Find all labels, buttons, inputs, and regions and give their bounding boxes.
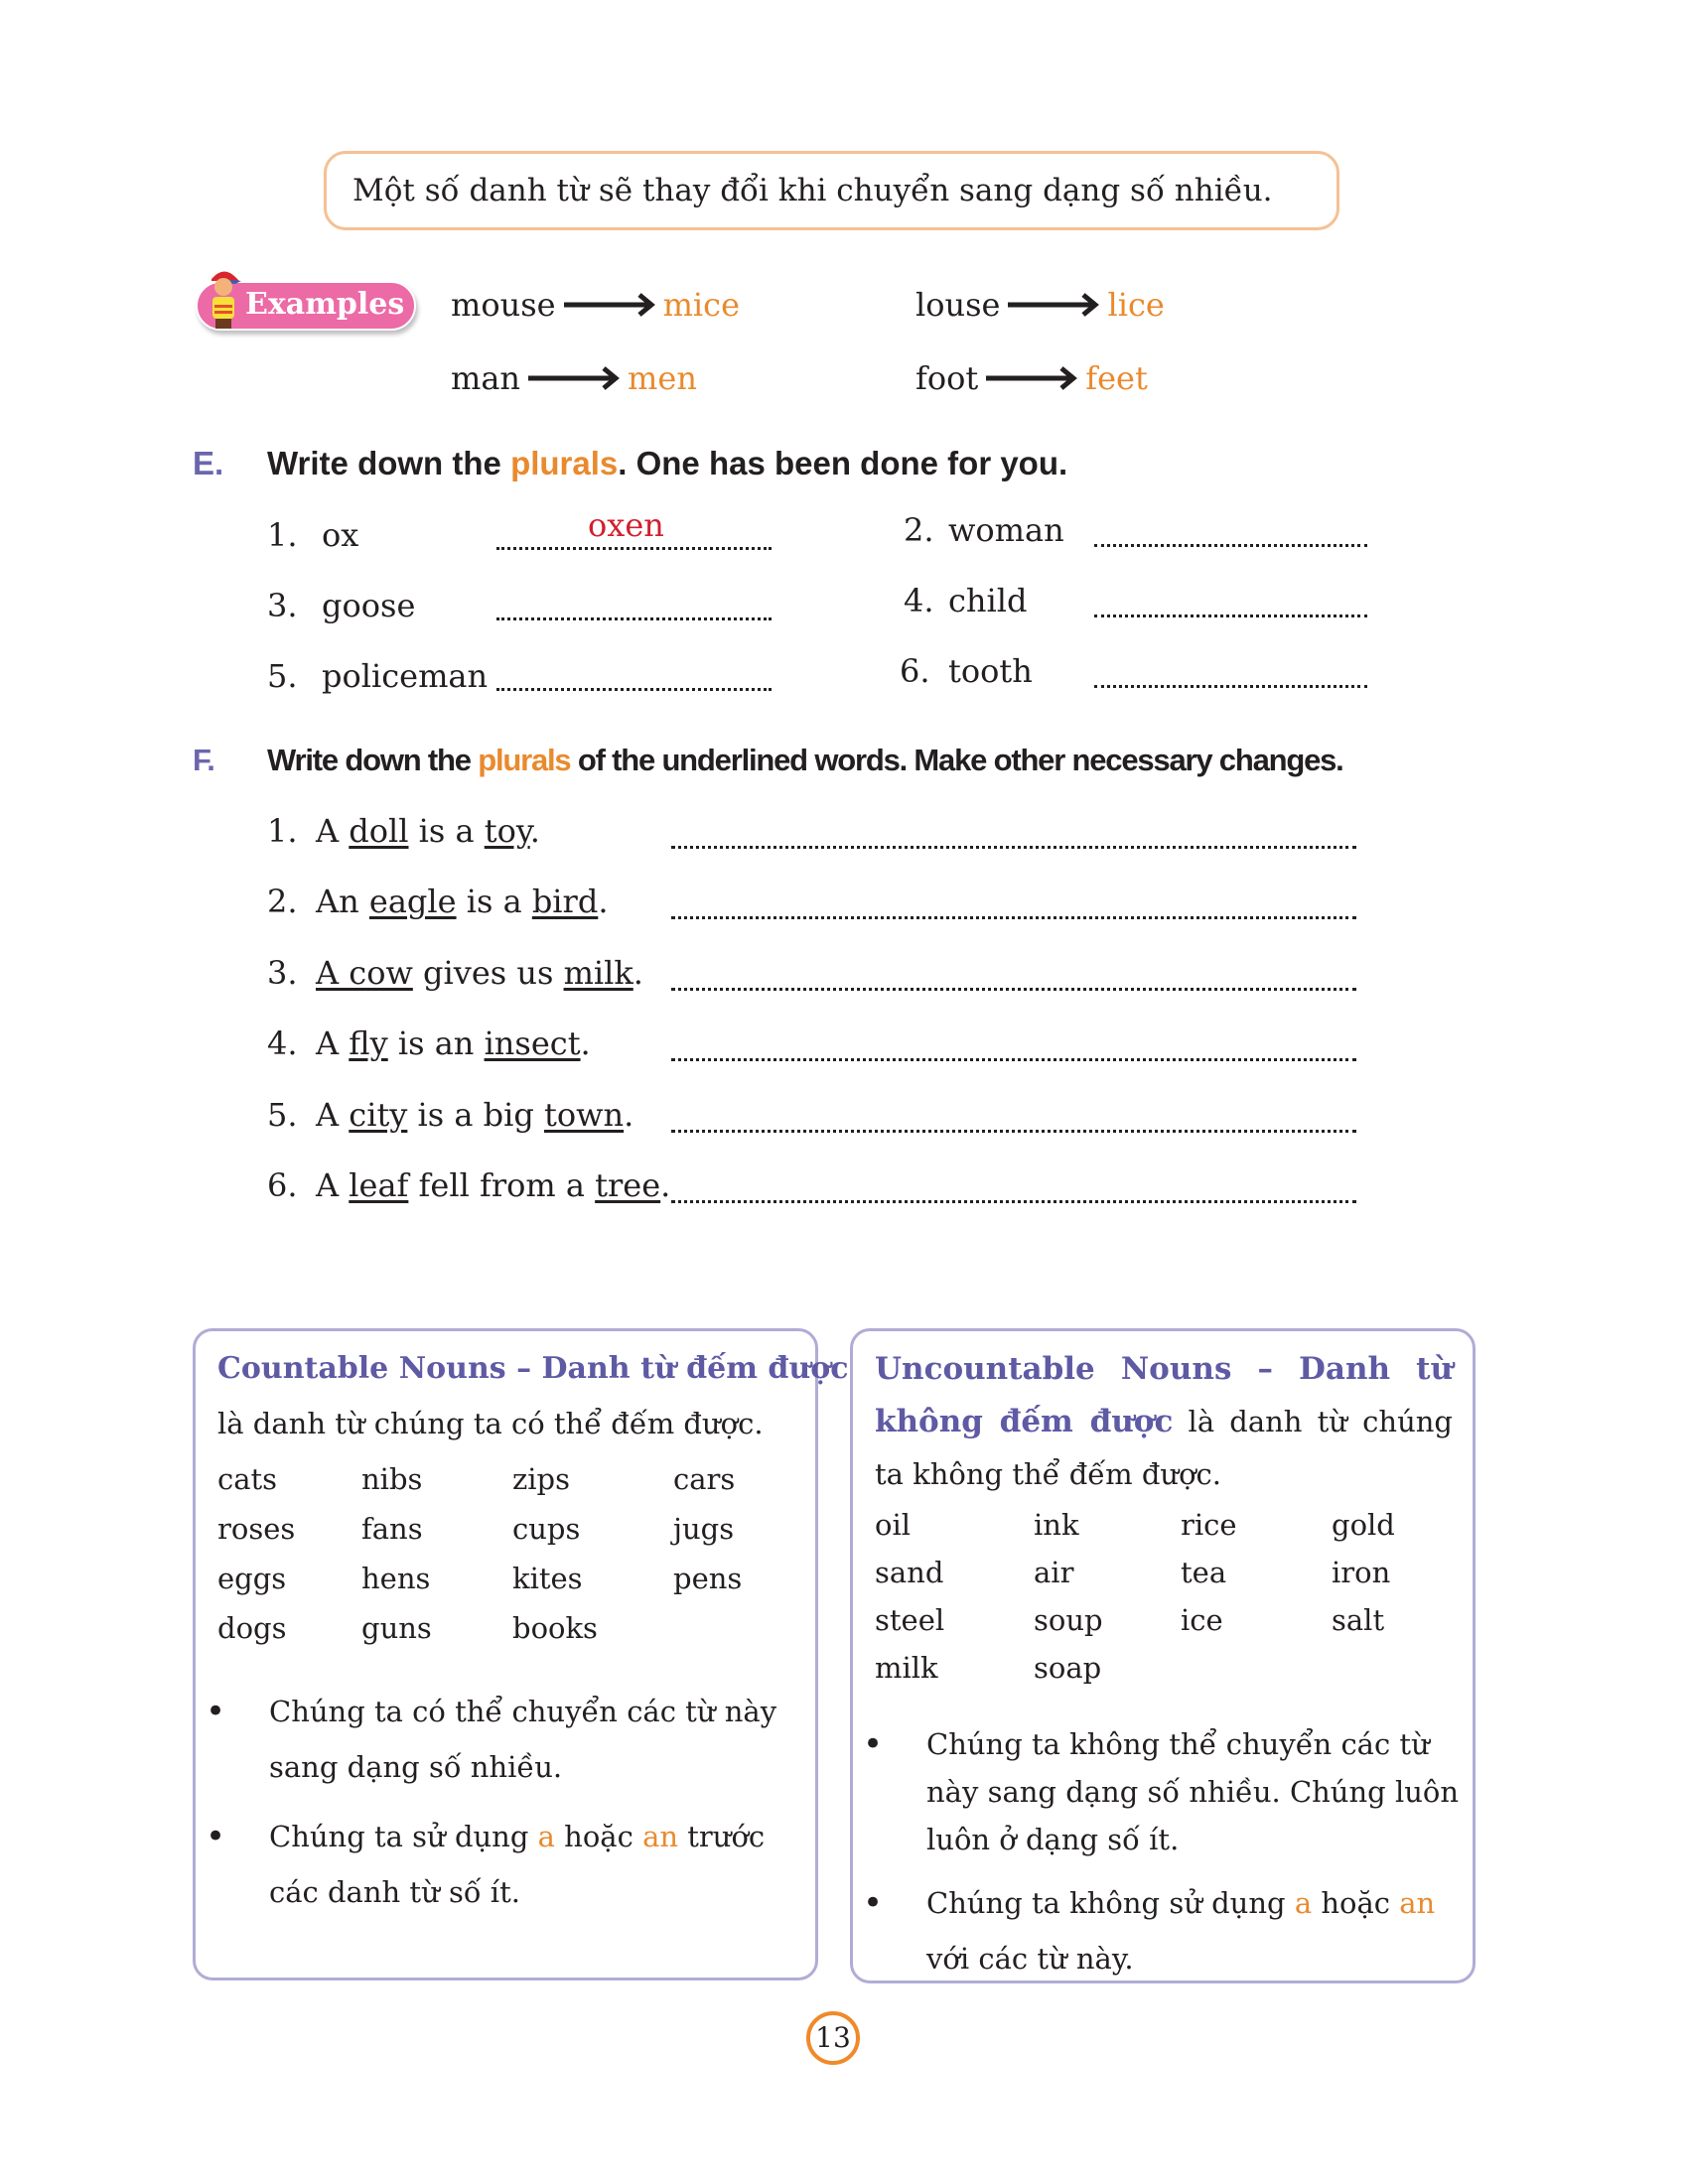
bullet-icon: • [206, 1692, 226, 1731]
example-pair [451, 359, 697, 397]
underlined-word: town [544, 1095, 625, 1134]
bullet-item [196, 1684, 801, 1795]
bullet-text: Chúng ta có thể chuyển các từ này sang dạng số nhiều. [269, 1695, 777, 1784]
item-number: 4. [904, 582, 934, 619]
sentence-text: is a big [407, 1095, 544, 1134]
noun-word [1332, 1651, 1441, 1689]
text: Chúng ta sử dụng [269, 1820, 538, 1853]
highlight: an [1399, 1886, 1436, 1920]
item-number: 2. [904, 511, 934, 549]
example-pair [451, 286, 740, 324]
exercise-letter: E. [193, 445, 224, 481]
item-number: 2. [267, 883, 298, 921]
sentence-text: An [316, 883, 369, 921]
noun-word [1181, 1651, 1332, 1689]
sentence-text: . [633, 953, 643, 992]
highlight: a [537, 1820, 555, 1853]
bullet-text: Chúng ta không thể chuyển các từ này sang dạng số nhiều. Chúng luôn luôn ở dạng số ít. [926, 1727, 1460, 1856]
underlined-word: insect [484, 1024, 581, 1063]
noun-word: rice [1181, 1508, 1237, 1542]
plural-word: mice [662, 286, 741, 324]
noun-word: nibs [361, 1462, 423, 1496]
noun-word: oil [875, 1508, 912, 1542]
noun-word: hens [361, 1562, 431, 1595]
noun-word: fans [361, 1512, 423, 1546]
noun-word: gold [1332, 1508, 1395, 1542]
exercise-item [267, 516, 298, 554]
sentence-text: . [580, 1024, 591, 1063]
item-number: 1. [267, 812, 298, 850]
sentence-text: A [316, 1095, 350, 1134]
example-pair [915, 359, 1148, 397]
highlight: an [642, 1820, 679, 1853]
countable-bullets [196, 1684, 801, 1920]
item-sentence [316, 883, 608, 920]
examples-badge [196, 281, 416, 331]
heading-highlight: plurals [510, 445, 619, 481]
underlined-word: doll [349, 812, 409, 850]
noun-word: cats [217, 1462, 278, 1496]
bullet-icon: • [206, 1817, 226, 1856]
bullet-item [196, 1809, 801, 1920]
noun-word: ice [1181, 1603, 1223, 1637]
arrow-right-icon [984, 366, 1079, 390]
noun-word: books [512, 1611, 598, 1645]
noun-word: cups [512, 1512, 581, 1546]
noun-word: sand [875, 1556, 944, 1589]
example-pair [915, 286, 1165, 324]
uncountable-bullets [853, 1720, 1464, 1986]
singular-word: louse [915, 286, 1001, 324]
noun-word: guns [361, 1611, 432, 1645]
bullet-text [926, 1875, 1464, 1986]
answer-blank[interactable] [671, 1058, 1356, 1061]
noun-word: soup [1034, 1603, 1103, 1637]
underlined-word: city [349, 1095, 408, 1134]
answer-blank[interactable] [1094, 544, 1367, 547]
sentence-text: . [598, 883, 609, 921]
plural-word: lice [1107, 286, 1165, 324]
text: Chúng ta không sử dụng [926, 1886, 1295, 1920]
noun-word: jugs [673, 1512, 735, 1546]
highlight: a [1294, 1886, 1313, 1920]
item-number: 5. [267, 1095, 298, 1134]
noun-word: pens [673, 1562, 743, 1595]
card-description: là danh từ chúng ta có thể đếm được. [217, 1407, 764, 1440]
text: hoặc [1312, 1886, 1400, 1920]
item-sentence [316, 812, 540, 850]
underlined-word: toy [484, 812, 530, 850]
card-description: là danh từ chúng ta không thể đếm được. [875, 1405, 1453, 1491]
arrow-right-icon [1006, 293, 1101, 317]
boy-mascot-icon [206, 267, 241, 333]
heading-text: Write down the [267, 445, 511, 481]
sentence-text: is a [456, 883, 532, 921]
noun-word: zips [512, 1462, 570, 1496]
answer-blank[interactable] [671, 1200, 1356, 1203]
answer-blank[interactable] [671, 916, 1356, 919]
sentence-text: is an [387, 1024, 485, 1063]
bullet-item [853, 1875, 1464, 1986]
page-number: 13 [806, 2011, 860, 2065]
noun-word: kites [512, 1562, 583, 1595]
uncountable-word-grid [875, 1508, 1451, 1689]
heading-highlight: plurals [478, 743, 571, 777]
underlined-word: bird [531, 883, 599, 921]
underlined-word: A cow [316, 953, 413, 992]
sentence-text: A [316, 1024, 350, 1063]
noun-word: ink [1034, 1508, 1079, 1542]
sentence-text: . [529, 812, 540, 850]
answer-blank[interactable] [496, 547, 772, 550]
noun-word: roses [217, 1512, 296, 1546]
answer-blank[interactable] [1094, 614, 1367, 617]
card-heading-block [875, 1343, 1453, 1501]
answer-text: oxen [588, 506, 664, 544]
underlined-word: leaf [349, 1166, 409, 1204]
underlined-word: milk [563, 953, 633, 992]
answer-blank[interactable] [496, 688, 772, 691]
underlined-word: tree [595, 1166, 661, 1204]
noun-word: salt [1332, 1603, 1385, 1637]
item-word: policeman [322, 657, 489, 695]
item-word: ox [322, 516, 359, 554]
bullet-text [269, 1809, 801, 1920]
answer-blank[interactable] [1094, 685, 1367, 688]
answer-blank[interactable] [496, 617, 772, 620]
text: với các từ này. [926, 1942, 1134, 1976]
answer-blank[interactable] [671, 846, 1356, 849]
note-text: Một số danh từ sẽ thay đổi khi chuyển sang dạng số nhiều. [352, 173, 1273, 208]
bullet-icon: • [863, 1724, 884, 1764]
noun-word: milk [875, 1651, 938, 1685]
bullet-icon: • [863, 1883, 884, 1923]
countable-word-grid [217, 1462, 774, 1649]
countable-nouns-card [193, 1328, 849, 1980]
sentence-text: A [316, 1166, 350, 1204]
answer-blank[interactable] [671, 1130, 1356, 1133]
heading-text: of the underlined words. Make other necessary changes. [570, 743, 1343, 777]
noun-word: eggs [217, 1562, 287, 1595]
item-number: 1. [267, 516, 298, 554]
bullet-item [853, 1720, 1464, 1863]
examples-label: Examples [245, 287, 405, 322]
item-number: 3. [267, 953, 298, 992]
arrow-right-icon [562, 293, 657, 317]
noun-word [673, 1611, 773, 1649]
item-number: 4. [267, 1024, 298, 1063]
item-number: 6. [900, 652, 930, 690]
item-word: child [948, 582, 1028, 619]
heading-text: . One has been done for you. [618, 445, 1068, 481]
noun-word: cars [673, 1462, 736, 1496]
underlined-word: eagle [368, 883, 457, 921]
exercise-e-heading [193, 445, 1068, 482]
exercise-f-heading [193, 743, 1343, 778]
noun-word: steel [875, 1603, 945, 1637]
arrow-right-icon [526, 366, 622, 390]
noun-word: air [1034, 1556, 1074, 1589]
item-number: 3. [267, 587, 298, 624]
heading-text: Write down the [267, 743, 479, 777]
singular-word: man [451, 359, 521, 397]
plural-word: feet [1085, 359, 1148, 397]
item-sentence [316, 1096, 633, 1134]
singular-word: foot [915, 359, 979, 397]
item-sentence [316, 954, 643, 992]
item-sentence [316, 1024, 591, 1062]
sentence-text: . [624, 1095, 634, 1134]
sentence-text: gives us [412, 953, 564, 992]
noun-word: dogs [217, 1611, 287, 1645]
noun-word: soap [1034, 1651, 1102, 1685]
item-word: goose [322, 587, 416, 624]
sentence-text: A [316, 812, 350, 850]
noun-word: iron [1332, 1556, 1391, 1589]
noun-word: tea [1181, 1556, 1227, 1589]
underlined-word: fly [349, 1024, 388, 1063]
item-word: woman [948, 511, 1064, 549]
card-title: Countable Nouns – Danh từ đếm được [217, 1351, 849, 1386]
answer-blank[interactable] [671, 988, 1356, 991]
text: trước các danh từ số ít. [269, 1820, 766, 1909]
plural-word: men [628, 359, 697, 397]
note-box [324, 151, 1339, 230]
singular-word: mouse [451, 286, 556, 324]
card-title: Uncountable Nouns – Danh từ không đếm được [875, 1351, 1453, 1439]
exercise-letter: F. [193, 743, 214, 777]
sentence-text: fell from a [408, 1166, 596, 1204]
sentence-text: is a [408, 812, 485, 850]
text: hoặc [554, 1820, 643, 1853]
item-sentence [316, 1166, 670, 1204]
item-number: 5. [267, 657, 298, 695]
uncountable-nouns-card [850, 1328, 1476, 1983]
item-word: tooth [948, 652, 1033, 690]
sentence-text: . [660, 1166, 671, 1204]
item-number: 6. [267, 1166, 298, 1204]
